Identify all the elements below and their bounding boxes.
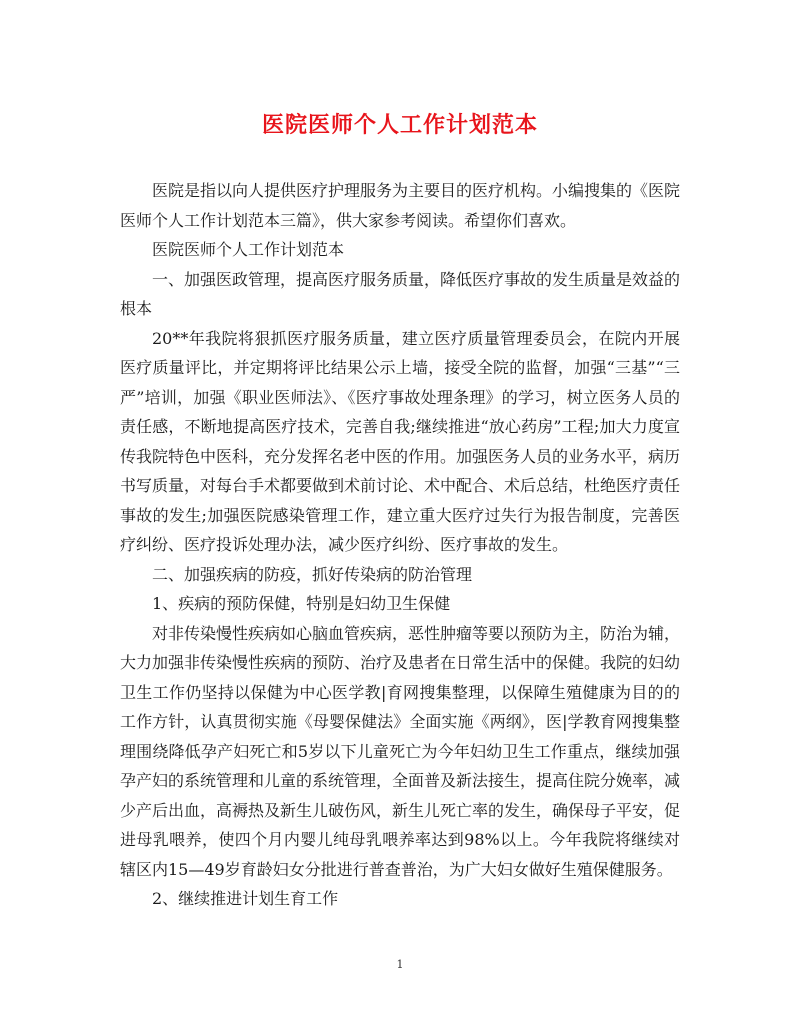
paragraph-heading-1: 一、加强医政管理，提高医疗服务质量，降低医疗事故的发生质量是效益的根本: [120, 269, 681, 318]
paragraph-heading-2: 二、加强疾病的防疫，抓好传染病的防治管理: [152, 564, 473, 584]
paragraph-heading-2-1: 1、疾病的预防保健，特别是妇幼卫生保健: [152, 594, 451, 613]
paragraph-heading-2-2: 2、继续推进计划生育工作: [152, 889, 339, 908]
document-title: 医院医师个人工作计划范本: [261, 112, 538, 138]
paragraph-prevention: 对非传染慢性疾病如心脑血管疾病，恶性肿瘤等要以预防为主，防治为辅，大力加强非传染慢性疾病的预防、治疗及患者在日常生活中的保健。我院的妇幼卫生工作仍坚持以保健为中心医学教|育网搜集整理，以保障生殖健康为目的的工作方针，认真贯彻实施《母婴保健法》全面实施《两纲》，医|学教育网搜集整理围绕降低孕产妇死亡和5岁以下儿童死亡为今年妇幼卫生工作重点，继续加强孕产妇的系统管理和儿童的系统管理，全面普及新法接生，提高住院分娩率，减少产后出血，高褥热及新生儿破伤风，新生儿死亡率的发生，确保母子平安，促进母乳喂养，使四个月内婴儿纯母乳喂养率达到98%以上。今年我院将继续对辖区内15—49岁育龄妇女分批进行普查普治，为广大妇女做好生殖保健服务。: [120, 623, 681, 879]
page-number: 1: [396, 958, 404, 971]
document-body: [120, 176, 680, 914]
paragraph-subtitle: 医院医师个人工作计划范本: [152, 240, 345, 259]
paragraph-quality: 20**年我院将狠抓医疗服务质量，建立医疗质量管理委员会，在院内开展医疗质量评比，并定期将评比结果公示上墙，接受全院的监督，加强“三基”“三严”培训，加强《职业医师法》、《医疗事故处理条理》的学习，树立医务人员的责任感，不断地提高医疗技术，完善自我;继续推进“放心药房”工程;加大力度宣传我院特色中医科，充分发挥名老中医的作用。加强医务人员的业务水平，病历书写质量，对每台手术都要做到术前讨论、术中配合、术后总结，杜绝医疗责任事故的发生;加强医院感染管理工作，建立重大医疗过失行为报告制度，完善医疗纠纷、医疗投诉处理办法，减少医疗纠纷、医疗事故的发生。: [120, 328, 681, 554]
paragraph-intro: 医院是指以向人提供医疗护理服务为主要目的医疗机构。小编搜集的《医院医师个人工作计划范本三篇》，供大家参考阅读。希望你们喜欢。: [120, 181, 681, 230]
